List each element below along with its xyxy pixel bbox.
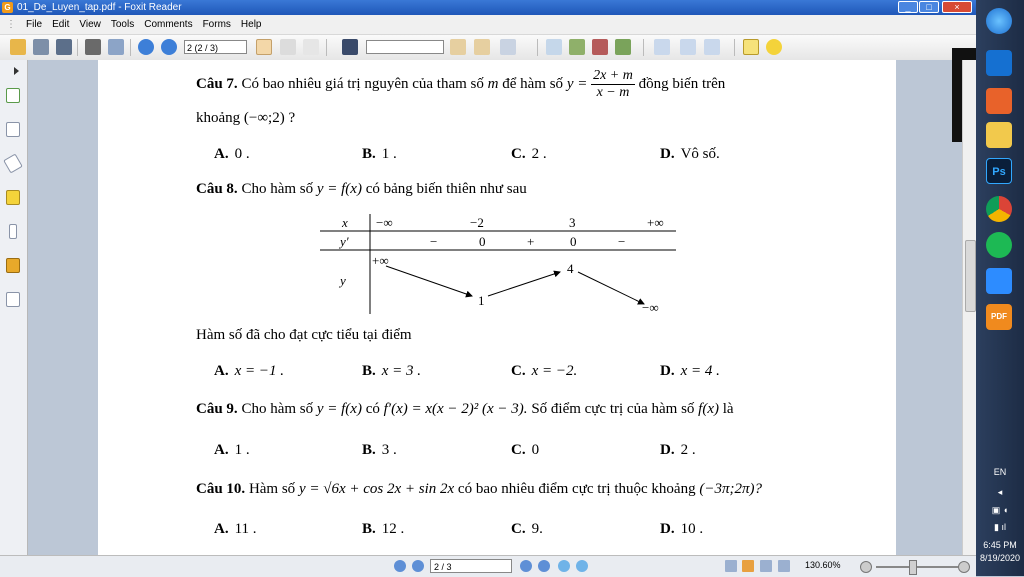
- fraction-denominator: x − m: [596, 85, 630, 100]
- search-options-icon[interactable]: [500, 39, 516, 55]
- question-7-param: m: [487, 75, 499, 92]
- comment-note-icon[interactable]: [766, 39, 782, 55]
- question-9-text-b: có: [365, 401, 380, 417]
- yprime-sign: 0: [570, 234, 577, 249]
- attachments-panel-icon[interactable]: [9, 224, 17, 239]
- answer-key: D.: [660, 146, 675, 162]
- email-icon[interactable]: [108, 39, 124, 55]
- comments-panel-icon[interactable]: [6, 190, 20, 205]
- answer-value: 2 .: [531, 146, 547, 162]
- navigation-panel: [0, 60, 28, 555]
- zoom-slider-knob[interactable]: [909, 560, 917, 575]
- question-9-text-a: Cho hàm số: [241, 401, 314, 417]
- facing-page-icon[interactable]: [760, 560, 772, 572]
- answer-value: 1 .: [381, 146, 397, 162]
- security-lock-icon[interactable]: [6, 258, 20, 273]
- x-value: 3: [569, 215, 576, 230]
- search-previous-icon[interactable]: [450, 39, 466, 55]
- question-8-label: Câu 8.: [196, 181, 238, 197]
- q10-answer-a: [214, 521, 257, 538]
- zoom-in-icon[interactable]: [958, 561, 970, 573]
- prev-page-icon[interactable]: [412, 560, 424, 572]
- answer-key: D.: [660, 521, 675, 537]
- windows-taskbar: [976, 0, 1024, 576]
- q8-answer-d: [660, 363, 720, 380]
- q7-answer-a: [214, 146, 250, 163]
- q8-answer-b: [362, 363, 421, 380]
- bookmark-icon[interactable]: [546, 39, 562, 55]
- answer-key: A.: [214, 442, 229, 458]
- question-7-text-a: Có bao nhiêu giá trị nguyên của tham số: [241, 75, 484, 92]
- q10-answer-d: [660, 521, 703, 538]
- close-button[interactable]: ×: [942, 1, 972, 13]
- x-value: −∞: [376, 215, 393, 230]
- yprime-sign: −: [618, 234, 626, 249]
- title-bar: [0, 0, 976, 15]
- answer-key: A.: [214, 521, 229, 537]
- first-page-icon[interactable]: [394, 560, 406, 572]
- q8-answer-a: [214, 363, 284, 380]
- toolbar-separator: [130, 39, 131, 56]
- search-next-icon[interactable]: [474, 39, 490, 55]
- yprime-sign: 0: [479, 234, 486, 249]
- spotify-icon[interactable]: [986, 232, 1012, 258]
- answer-value: 0: [531, 442, 540, 458]
- pages-icon[interactable]: [615, 39, 631, 55]
- network-volume-icon[interactable]: ▣ ◖: [991, 505, 1009, 515]
- page-number-input[interactable]: 2 (2 / 3): [184, 40, 247, 54]
- q10-answer-c: [511, 521, 543, 538]
- question-8-fn: y = f(x): [316, 181, 362, 197]
- toolbar: [0, 35, 976, 61]
- yprime-sign: −: [430, 234, 438, 249]
- question-7-line-2: khoảng (−∞;2) ?: [196, 110, 296, 126]
- pdf-create-icon[interactable]: [592, 39, 608, 55]
- fit-width-icon[interactable]: [680, 39, 696, 55]
- question-8: [196, 181, 527, 198]
- save-all-icon[interactable]: [56, 39, 72, 55]
- menu-forms[interactable]: Forms: [202, 19, 231, 30]
- open-folder-icon[interactable]: [10, 39, 26, 55]
- menu-grip-icon: ⋮: [6, 19, 16, 30]
- rotate-icon[interactable]: [704, 39, 720, 55]
- find-icon[interactable]: [342, 39, 358, 55]
- question-7-fn: y =: [566, 75, 588, 92]
- answer-key: B.: [362, 363, 376, 379]
- row-label-yprime: y′: [340, 234, 349, 249]
- y-value: 1: [478, 293, 485, 308]
- answer-key: C.: [511, 442, 526, 458]
- answer-value: 12 .: [381, 521, 405, 537]
- vertical-scrollbar[interactable]: [962, 60, 977, 555]
- question-9-fx: f(x): [698, 401, 719, 417]
- q7-answer-d: [660, 146, 720, 163]
- window-title: 01_De_Luyen_tap.pdf - Foxit Reader: [17, 2, 182, 13]
- question-10-text-b: có bao nhiêu điểm cực trị thuộc khoảng: [457, 481, 696, 497]
- battery-signal-icon[interactable]: ▮ ıl: [994, 522, 1006, 532]
- zoom-out-icon[interactable]: [860, 561, 872, 573]
- menu-edit[interactable]: Edit: [52, 19, 70, 30]
- maximize-button[interactable]: □: [919, 1, 939, 13]
- question-8-after: Hàm số đã cho đạt cực tiểu tại điểm: [196, 327, 412, 343]
- question-9-text-c: Số điểm cực trị của hàm số: [531, 401, 695, 417]
- answer-value: x = 4 .: [680, 363, 720, 379]
- menu-bar: [0, 15, 976, 35]
- question-8-text-b: có bảng biến thiên như sau: [365, 181, 527, 197]
- toolbar-separator: [77, 39, 78, 56]
- y-value: −∞: [642, 300, 659, 315]
- save-icon[interactable]: [33, 39, 49, 55]
- q9-answer-d: [660, 442, 696, 459]
- clock-date[interactable]: 8/19/2020: [979, 553, 1021, 563]
- last-page-icon[interactable]: [538, 560, 550, 572]
- answer-key: C.: [511, 146, 526, 162]
- fit-page-icon[interactable]: [654, 39, 670, 55]
- arrow-increasing: [488, 272, 560, 296]
- q10-answer-b: [362, 521, 404, 538]
- language-indicator[interactable]: EN: [993, 467, 1007, 477]
- tray-expand-icon[interactable]: ◂: [997, 487, 1003, 497]
- question-7-label: Câu 7.: [196, 75, 238, 92]
- q7-answer-c: [511, 146, 547, 163]
- question-10-text-a: Hàm số: [248, 481, 296, 497]
- answer-key: D.: [660, 363, 675, 379]
- answer-value: x = −2.: [531, 363, 578, 379]
- q9-answer-a: [214, 442, 250, 459]
- variation-table: [320, 212, 676, 316]
- continuous-facing-icon[interactable]: [778, 560, 790, 572]
- answer-key: B.: [362, 146, 376, 162]
- expand-panel-icon[interactable]: [14, 67, 19, 75]
- signature-panel-icon[interactable]: [6, 292, 20, 307]
- menu-file[interactable]: File: [26, 19, 43, 30]
- image-icon[interactable]: [569, 39, 585, 55]
- arrow-decreasing: [578, 272, 644, 304]
- answer-value: 10 .: [680, 521, 704, 537]
- answer-key: C.: [511, 521, 526, 537]
- toolbar-separator: [537, 39, 538, 56]
- answer-value: 1 .: [234, 442, 250, 458]
- hand-tool-icon[interactable]: [256, 39, 272, 55]
- question-10: [196, 481, 762, 498]
- answer-value: 3 .: [381, 442, 397, 458]
- question-8-text-a: Cho hàm số: [241, 181, 314, 197]
- select-text-icon[interactable]: [280, 39, 296, 55]
- yprime-sign: +: [527, 234, 535, 249]
- answer-value: Vô số.: [680, 146, 720, 162]
- next-page-icon[interactable]: [161, 39, 177, 55]
- zoom-level[interactable]: 130.60%: [805, 560, 841, 570]
- status-bar: [0, 555, 976, 577]
- continuous-page-icon[interactable]: [742, 560, 754, 572]
- menu-tools[interactable]: Tools: [110, 19, 135, 30]
- toolbar-separator: [734, 39, 735, 56]
- y-value: 4: [567, 261, 574, 276]
- question-9-fn: y = f(x): [316, 401, 362, 417]
- question-10-fn: y = √6x + cos 2x + sin 2x: [298, 481, 455, 497]
- bookmarks-panel-icon[interactable]: [6, 88, 20, 103]
- question-9-text-d: là: [722, 401, 734, 417]
- q9-answer-c: [511, 442, 539, 459]
- menu-view[interactable]: View: [79, 19, 101, 30]
- answer-value: 0 .: [234, 146, 250, 162]
- status-page-input[interactable]: 2 / 3: [430, 559, 512, 573]
- internet-explorer-icon[interactable]: [986, 50, 1012, 76]
- answer-key: A.: [214, 146, 229, 162]
- page-background-left: [28, 60, 98, 555]
- start-button-icon[interactable]: [986, 8, 1012, 34]
- x-value: −2: [470, 215, 484, 230]
- foxit-taskbar-icon[interactable]: PDF: [986, 304, 1012, 330]
- q9-answer-b: [362, 442, 397, 459]
- foxit-app-icon: G: [2, 2, 13, 13]
- question-9-derivative: f′(x) = x(x − 2)² (x − 3).: [383, 401, 528, 417]
- previous-page-icon[interactable]: [138, 39, 154, 55]
- back-icon[interactable]: [558, 560, 570, 572]
- layers-panel-icon[interactable]: [3, 154, 23, 174]
- toolbar-separator: [643, 39, 644, 56]
- question-10-interval: (−3π;2π)?: [699, 481, 762, 497]
- media-player-icon[interactable]: [986, 88, 1012, 114]
- row-label-y: y: [340, 273, 346, 288]
- forward-icon[interactable]: [576, 560, 588, 572]
- q8-answer-c: [511, 363, 577, 380]
- answer-value: 11 .: [234, 521, 257, 537]
- answer-key: B.: [362, 521, 376, 537]
- answer-value: x = −1 .: [234, 363, 284, 379]
- answer-value: 2 .: [680, 442, 696, 458]
- zoom-slider-track[interactable]: [876, 566, 958, 568]
- answer-key: D.: [660, 442, 675, 458]
- question-7-text-c: đồng biến trên: [638, 75, 726, 92]
- scrollbar-thumb[interactable]: [965, 240, 976, 312]
- answer-value: x = 3 .: [381, 363, 422, 379]
- clock-time[interactable]: 6:45 PM: [983, 540, 1017, 550]
- file-explorer-icon[interactable]: [986, 122, 1012, 148]
- search-input[interactable]: [366, 40, 444, 54]
- chrome-icon[interactable]: [986, 196, 1012, 222]
- x-value: +∞: [647, 215, 664, 230]
- question-7: [196, 68, 725, 101]
- menu-comments[interactable]: Comments: [144, 19, 193, 30]
- row-label-x: x: [342, 215, 348, 230]
- print-icon[interactable]: [85, 39, 101, 55]
- question-9: [196, 401, 734, 418]
- zoom-app-icon[interactable]: [986, 268, 1012, 294]
- question-7-text-b: để hàm số: [502, 75, 564, 92]
- single-page-icon[interactable]: [725, 560, 737, 572]
- y-value: +∞: [372, 253, 389, 268]
- question-7-fraction: [591, 68, 635, 101]
- fraction-numerator: 2x + m: [593, 68, 633, 83]
- question-10-label: Câu 10.: [196, 481, 246, 497]
- photoshop-icon[interactable]: Ps: [986, 158, 1012, 184]
- pdf-page: [98, 60, 896, 555]
- next-page-status-icon[interactable]: [520, 560, 532, 572]
- answer-key: C.: [511, 363, 526, 379]
- pages-panel-icon[interactable]: [6, 122, 20, 137]
- answer-key: B.: [362, 442, 376, 458]
- typewriter-icon[interactable]: [743, 39, 759, 55]
- pointer-icon[interactable]: [303, 39, 319, 55]
- menu-help[interactable]: Help: [240, 19, 262, 30]
- q7-answer-b: [362, 146, 397, 163]
- toolbar-separator: [326, 39, 327, 56]
- answer-key: A.: [214, 363, 229, 379]
- arrow-decreasing: [386, 266, 472, 296]
- question-9-label: Câu 9.: [196, 401, 238, 417]
- answer-value: 9.: [531, 521, 543, 537]
- minimize-button[interactable]: _: [898, 1, 918, 13]
